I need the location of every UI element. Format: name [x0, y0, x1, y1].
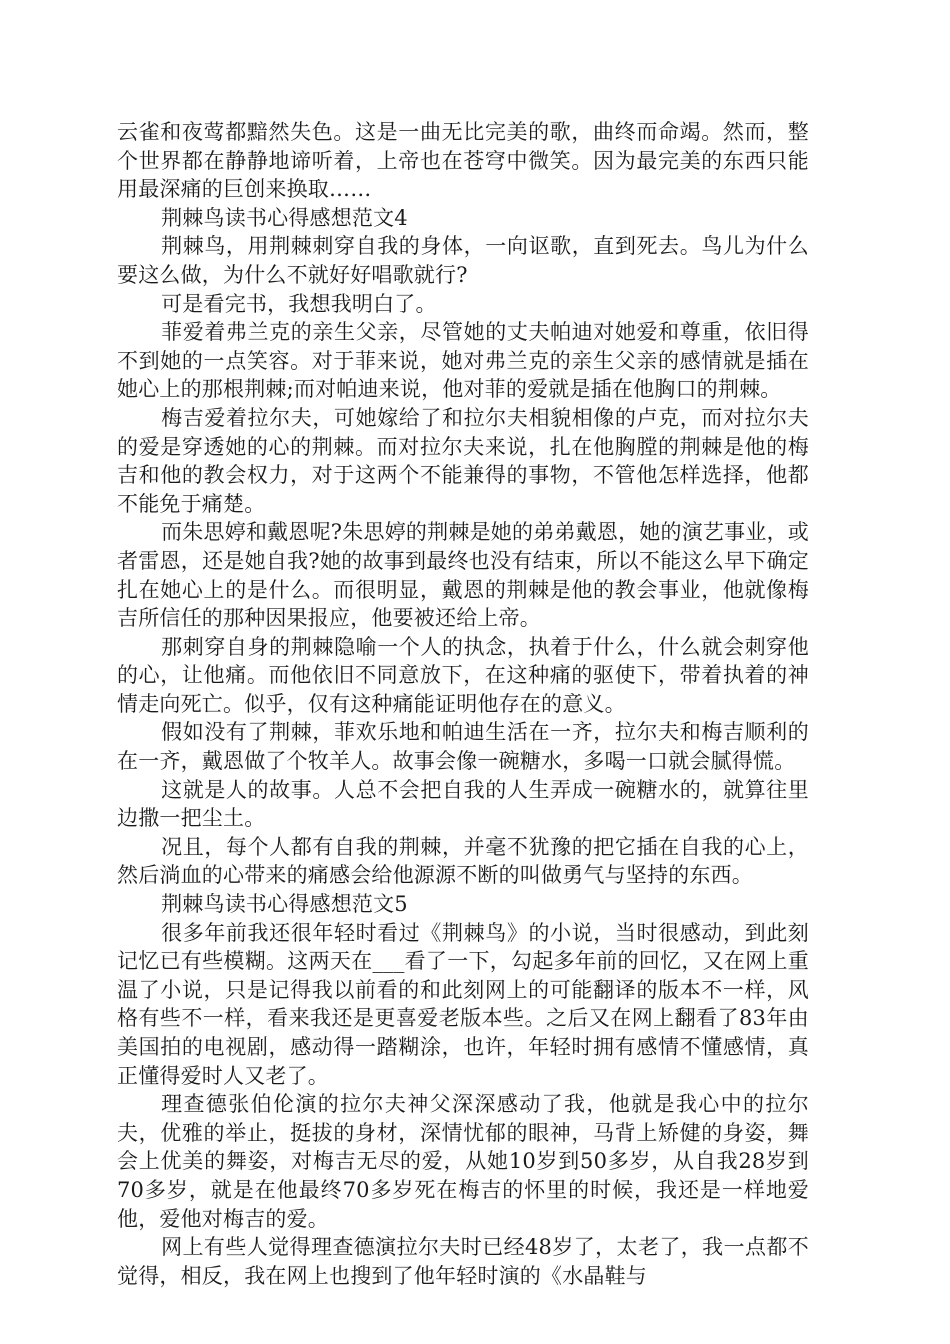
paragraph: 很多年前我还很年轻时看过《荆棘鸟》的小说，当时很感动，到此刻记忆已有些模糊。这两天在___看了一下，勾起多年前的回忆，又在网上重温了小说，只是记得我以前看的和此刻网上的可能翻译的版本不一样，风格有些不一样，看来我还是更喜爱老版本些。之后又在网上翻看了83年由美国拍的电视剧，感动得一踏糊涂，也许，年轻时拥有感情不懂感情，真正懂得爱时人又老了。 — [117, 920, 809, 1088]
document-body — [117, 118, 809, 1290]
paragraph: 这就是人的故事。人总不会把自我的人生弄成一碗糖水的，就算往里边撒一把尘土。 — [117, 777, 809, 831]
paragraph: 而朱思婷和戴恩呢?朱思婷的荆棘是她的弟弟戴恩，她的演艺事业，或者雷恩，还是她自我?她的故事到最终也没有结束，所以不能这么早下确定扎在她心上的是什么。而很明显，戴恩的荆棘是他的教会事业，他就像梅吉所信任的那种因果报应，他要被还给上帝。 — [117, 520, 809, 631]
paragraph-continuation: 云雀和夜莺都黯然失色。这是一曲无比完美的歌，曲终而命竭。然而，整个世界都在静静地谛听着，上帝也在苍穹中微笑。因为最完美的东西只能用最深痛的巨创来换取…… — [117, 120, 809, 202]
paragraph: 网上有些人觉得理查德演拉尔夫时已经48岁了，太老了，我一点都不觉得，相反，我在网上也搜到了他年轻时演的《水晶鞋与 — [117, 1235, 809, 1288]
paragraph: 荆棘鸟，用荆棘刺穿自我的身体，一向讴歌，直到死去。鸟儿为什么要这么做，为什么不就好好唱歌就行? — [117, 234, 809, 287]
paragraph: 那刺穿自身的荆棘隐喻一个人的执念，执着于什么，什么就会刺穿他的心，让他痛。而他依旧不同意放下，在这种痛的驱使下，带着执着的神情走向死亡。似乎，仅有这种痛能证明他存在的意义。 — [117, 634, 809, 716]
section-heading-5: 荆棘鸟读书心得感想范文5 — [161, 892, 408, 917]
paragraph: 假如没有了荆棘，菲欢乐地和帕迪生活在一齐，拉尔夫和梅吉顺利的在一齐，戴恩做了个牧羊人。故事会像一碗糖水，多喝一口就会腻得慌。 — [117, 720, 809, 774]
section-heading-4: 荆棘鸟读书心得感想范文4 — [161, 205, 408, 230]
paragraph: 菲爱着弗兰克的亲生父亲，尽管她的丈夫帕迪对她爱和尊重，依旧得不到她的一点笑容。对于菲来说，她对弗兰克的亲生父亲的感情就是插在她心上的那根荆棘;而对帕迪来说，他对菲的爱就是插在他胸口的荆棘。 — [117, 320, 809, 402]
paragraph: 理查德张伯伦演的拉尔夫神父深深感动了我，他就是我心中的拉尔夫，优雅的举止，挺拔的身材，深情忧郁的眼神，马背上矫健的身姿，舞会上优美的舞姿，对梅吉无尽的爱，从她10岁到50多岁，从自我28岁到70多岁，就是在他最终70多岁死在梅吉的怀里的时候，我还是一样地爱他，爱他对梅吉的爱。 — [117, 1092, 809, 1231]
paragraph: 况且，每个人都有自我的荆棘，并毫不犹豫的把它插在自我的心上，然后淌血的心带来的痛感会给他源源不断的叫做勇气与坚持的东西。 — [117, 834, 809, 888]
paragraph: 梅吉爱着拉尔夫，可她嫁给了和拉尔夫相貌相像的卢克，而对拉尔夫的爱是穿透她的心的荆棘。而对拉尔夫来说，扎在他胸膛的荆棘是他的梅吉和他的教会权力，对于这两个不能兼得的事物，不管他怎样选择，他都不能免于痛楚。 — [117, 405, 809, 516]
paragraph: 可是看完书，我想我明白了。 — [161, 291, 437, 316]
